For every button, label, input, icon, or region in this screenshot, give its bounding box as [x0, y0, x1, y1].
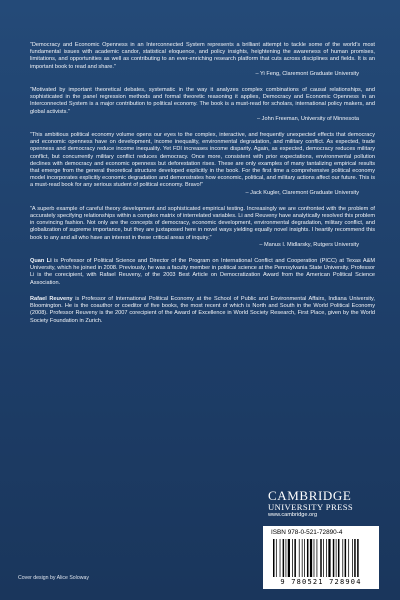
publisher-subname: UNIVERSITY PRESS	[268, 502, 354, 512]
author-name: Rafael Reuveny	[30, 295, 73, 302]
author-bio-li	[30, 258, 375, 287]
endorsement-feng	[30, 42, 375, 78]
cover-design-credit: Cover design by Alice Soloway	[18, 575, 89, 581]
barcode-icon	[271, 539, 371, 577]
back-cover-text	[30, 42, 375, 334]
endorsement-text: “A superb example of careful theory development and sophisticated empirical testing. Increasingly we are confronted with the problem of accurately specifying relationships within a complex matrix of interrelated variables. Li and Reuveny have analytically resolved this problem in convincing fashion. Not only are the concepts of democracy, economic development, environmental degradation, military conflict, and globalization of supreme importance, but they are juxtaposed here in novel ways yielding equally novel insights. I heartily recommend this book to any and all who have an interest in these critical areas of inquiry.”	[30, 205, 375, 241]
author-bio-text: is Professor of International Political Economy at the School of Public and Environmental Affairs, Indiana University, Bloomington. He is the coauthor or coeditor of five books, the most recent of which is North and South in the World Political Economy (2008). Professor Reuveny is the 2007 corecipient of the Award of Excellence in World Society Research, First Place, given by the World Society Foundation in Zurich.	[30, 295, 375, 324]
author-name: Quan Li	[30, 258, 52, 265]
endorsement-text: “Democracy and Economic Openness in an Interconnected System represents a brilliant attempt to tackle some of the world’s most fundamental issues with academic candor, statistical eloquence, and policy insights, heightening the awareness of human promises, limitations, and opportunities as well as contributing to an ever-enriching research platform that cuts across disciplines and fields. It is an important book to read and share.”	[30, 42, 375, 70]
barcode-digits: 9 780521 728904	[280, 578, 362, 586]
publisher-name: CAMBRIDGE	[268, 488, 352, 503]
endorsement-attribution: – John Freeman, University of Minnesota	[257, 115, 359, 122]
author-bio-reuveny	[30, 296, 375, 325]
endorsement-attribution: – Jack Kugler, Claremont Graduate University	[245, 189, 359, 196]
endorsement-text: “This ambitious political economy volume opens our eyes to the complex, interactive, and frequently unexpected effects that democracy and economic openness have on development, income inequality, environmental degradation, and military conflict. As expected, trade openness and democracy reduce income inequality. Yet FDI increases income disparity. Again, as expected, democracy reduces military conflict, but concurrently military conflict reduces democracy. Once more, consistent with prior expectations, environmental pollution declines with democracy and economic openness but deforestation rises. These are only examples of many tantalizing empirical results that emerge from the general theoretical structure developed explicitly in the book. For the first time a comprehensive political economy model incorporates explicitly economic degradation and demonstrates how economic, political, and military actions affect our future. This is a must-read book for any serious student of political economy. Bravo!”	[30, 132, 375, 189]
isbn-barcode-panel	[263, 526, 379, 589]
endorsement-attribution: – Yi Feng, Claremont Graduate University	[255, 70, 359, 77]
publisher-logo	[268, 489, 378, 519]
author-bio-text: is Professor of Political Science and Director of the Program on International Conflict and Cooperation (PICC) at Texas A&M University, which he joined in 2008. Previously, he was a faculty member in political science at the Pennsylvania State University. Professor Li is the corecipient, with Rafael Reuveny, of the 2003 Best Article on Democratization Award from the American Political Science Association.	[30, 258, 376, 286]
endorsement-kugler	[30, 132, 375, 197]
endorsement-midlarsky	[30, 206, 375, 249]
isbn-label: ISBN 978-0-521-72890-4	[271, 529, 343, 536]
endorsement-attribution: – Manus I. Midlarsky, Rutgers University	[259, 241, 359, 248]
endorsement-freeman	[30, 87, 375, 123]
endorsement-text: “Motivated by important theoretical debates, systematic in the way it analyzes complex combinations of causal relationships, and sophisticated in the panel regression methods and formal theoretic reasoning it applies, Democracy and Economic Openness in an Interconnected System is a major contribution to political economy. The book is a must-read for scholars, international policy makers, and global activists.”	[30, 87, 375, 115]
publisher-url: www.cambridge.org	[268, 512, 318, 518]
